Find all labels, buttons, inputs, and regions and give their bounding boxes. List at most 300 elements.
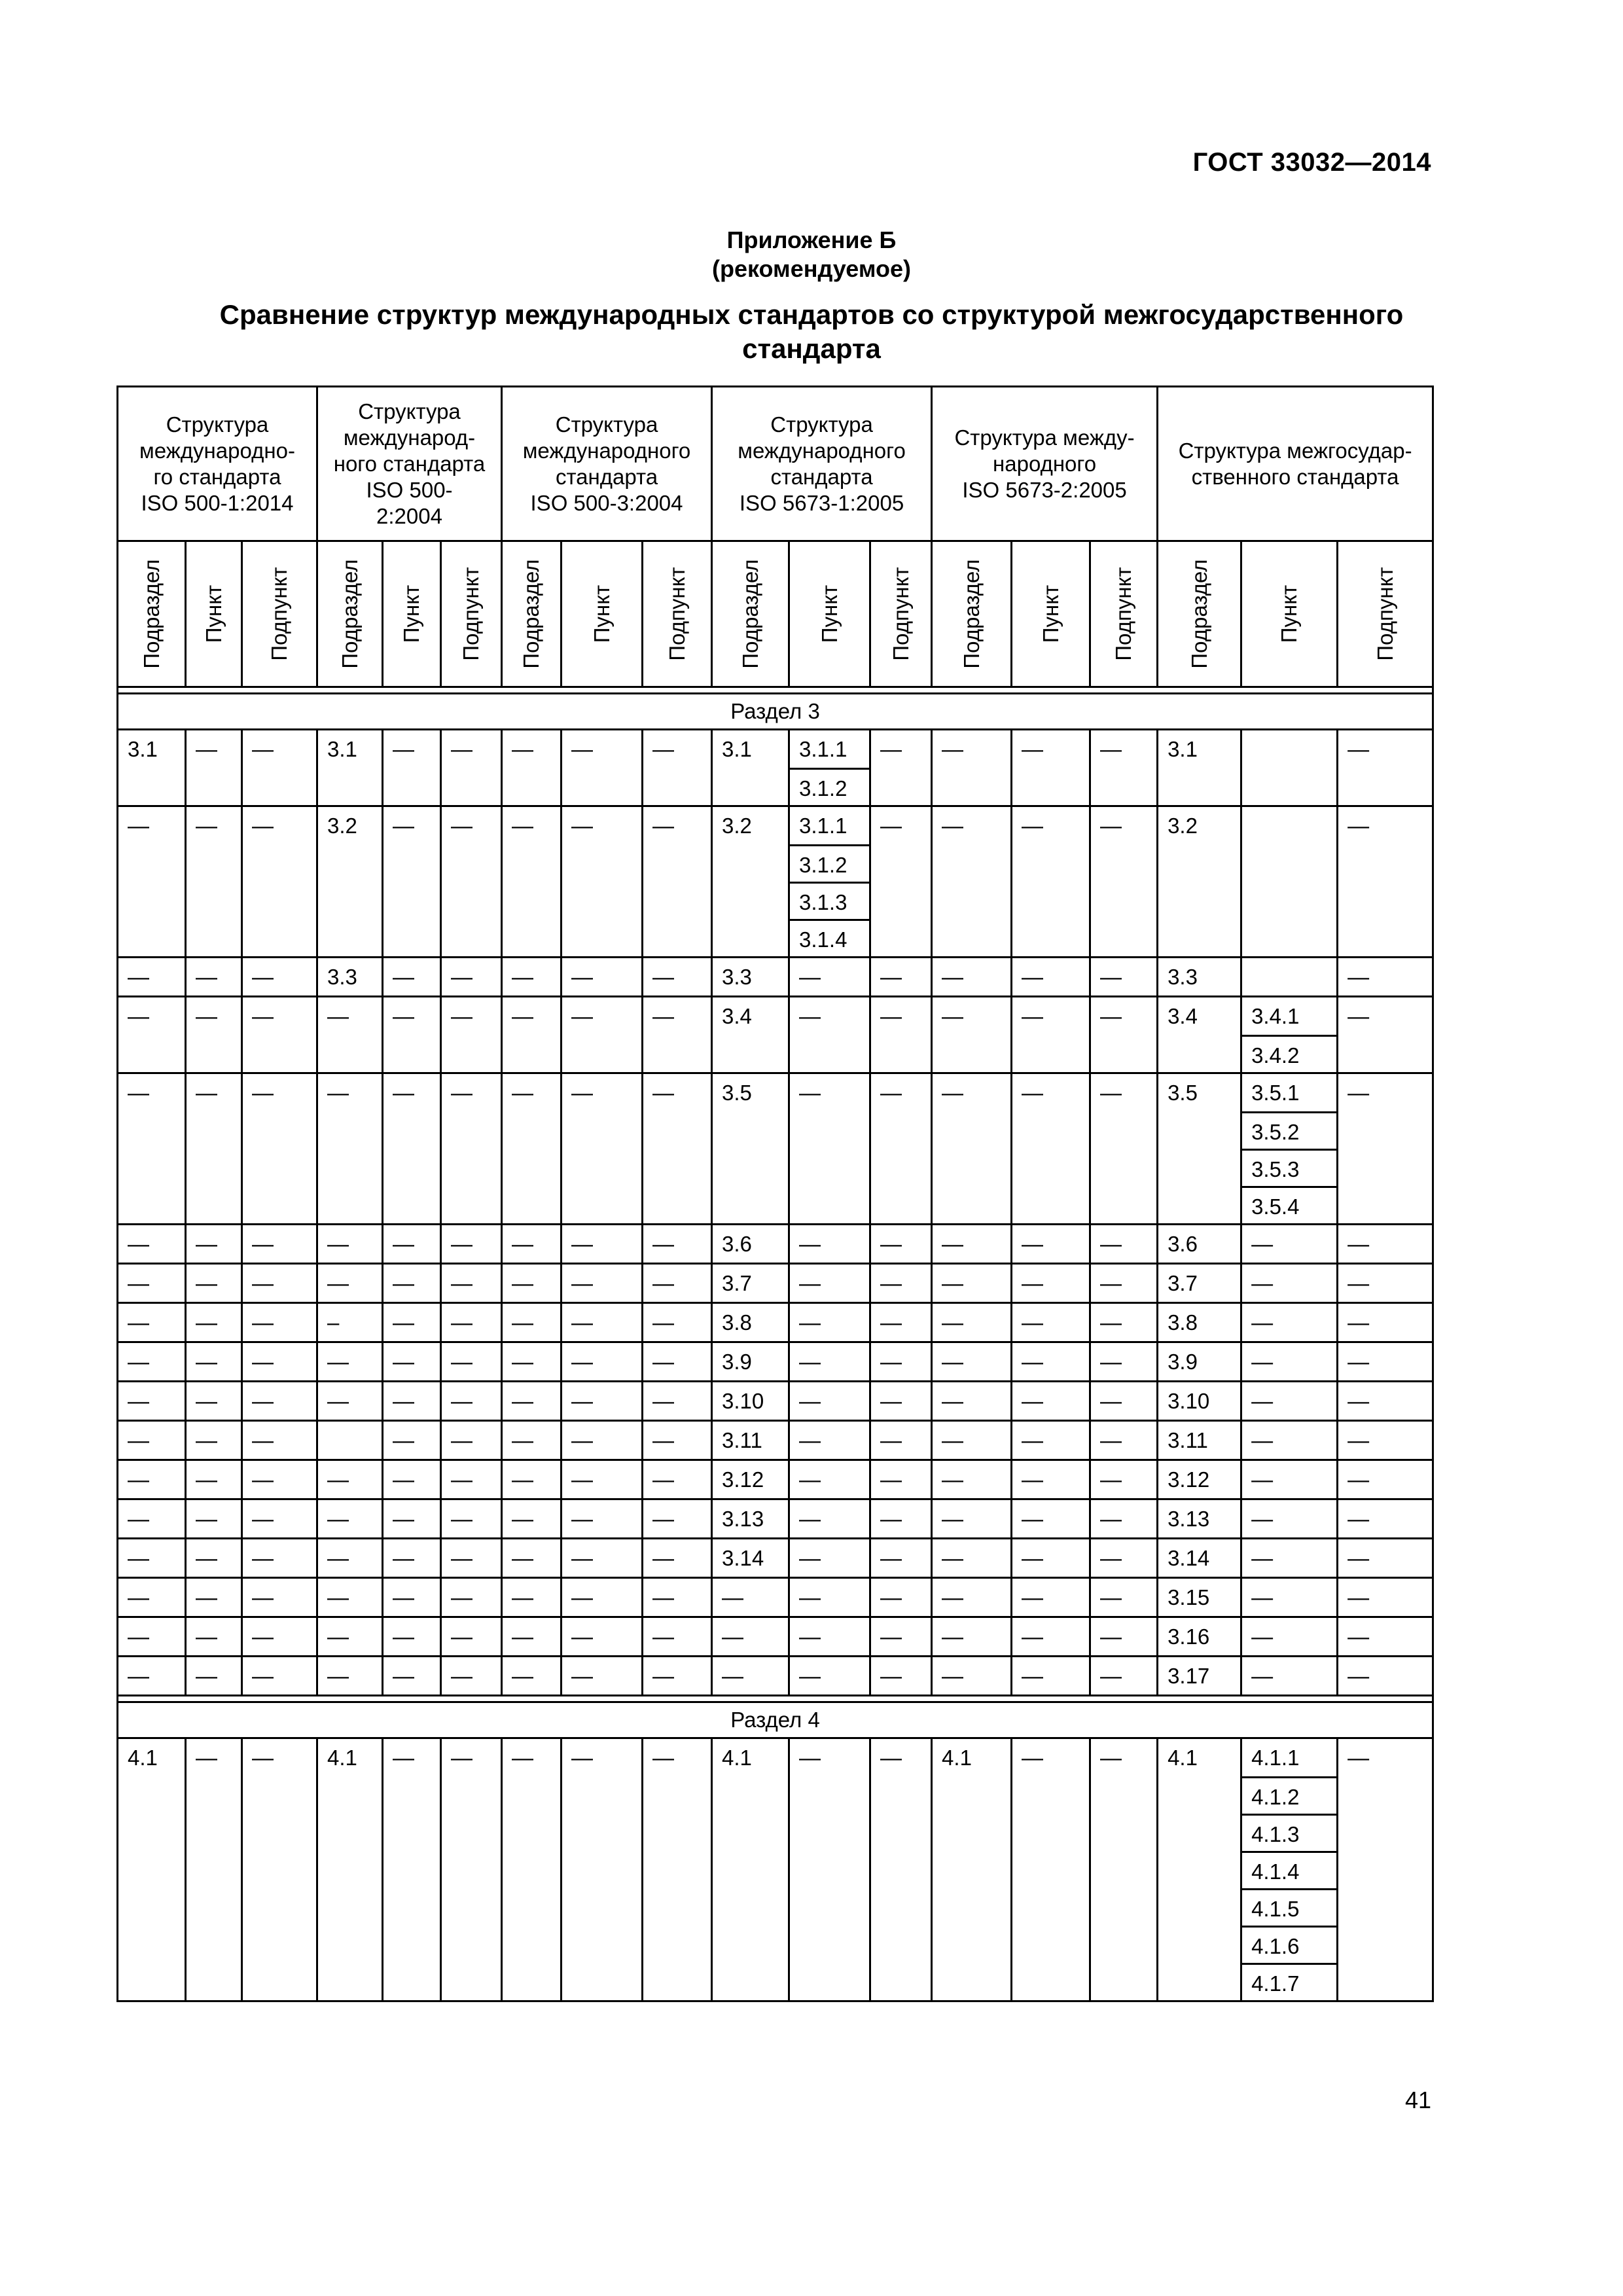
table-cell: — (870, 1539, 932, 1578)
table-cell: — (932, 1342, 1012, 1382)
table-cell: — (643, 1382, 712, 1421)
table-cell: — (1012, 1578, 1090, 1617)
table-cell-line: 4.1.7 (1242, 1963, 1336, 2000)
annex-title: Приложение Б (726, 226, 897, 253)
table-cell: 3.15 (1158, 1578, 1241, 1617)
table-cell: — (1338, 1382, 1433, 1421)
table-cell: — (441, 997, 502, 1073)
table-title (0, 298, 1623, 366)
table-cell: — (1012, 1225, 1090, 1264)
table-cell: — (186, 1225, 242, 1264)
group-header-line: международно- (139, 438, 295, 463)
table-cell: 3.2 (712, 806, 789, 958)
sub-header-label: Подпункт (459, 567, 483, 661)
table-cell: — (383, 1225, 441, 1264)
table-cell: — (789, 1382, 870, 1421)
sub-header-wrap (118, 542, 185, 686)
table-row (118, 997, 1433, 1073)
table-cell: — (502, 1382, 562, 1421)
table-cell: — (562, 1499, 643, 1539)
table-cell: — (562, 1539, 643, 1578)
table-cell: — (1090, 1382, 1158, 1421)
table-cell: — (317, 1499, 383, 1539)
table-cell-line: 3.1.1 (799, 814, 847, 838)
annex-status: (рекомендуемое) (712, 255, 911, 282)
table-row (118, 1738, 1433, 2001)
table-cell-line: 3.5.1 (1251, 1081, 1300, 1105)
table-cell: — (562, 1460, 643, 1499)
table-cell: — (1090, 1225, 1158, 1264)
table-cell: — (502, 1460, 562, 1499)
sub-header-5 (383, 541, 441, 687)
table-cell: — (643, 806, 712, 958)
sub-header-wrap (383, 542, 440, 686)
sub-header-wrap (243, 542, 316, 686)
table-cell: — (242, 1738, 317, 2001)
table-cell: — (789, 1073, 870, 1225)
table-title-line-1: Сравнение структур международных стандартов со структурой межгосударственного (219, 299, 1404, 330)
sub-header-row (118, 541, 1433, 687)
table-cell: — (562, 1421, 643, 1460)
table-cell: — (562, 1738, 643, 2001)
table-cell: — (186, 806, 242, 958)
table-cell: — (562, 1617, 643, 1657)
group-header-line: Структура между- (954, 425, 1135, 450)
table-cell: — (242, 1382, 317, 1421)
table-cell: — (186, 1738, 242, 2001)
table-cell: 3.4 (712, 997, 789, 1073)
table-cell: — (1338, 730, 1433, 806)
table-cell-line: 4.1.4 (1242, 1851, 1336, 1888)
table-cell: — (1090, 1499, 1158, 1539)
table-cell: — (1012, 1499, 1090, 1539)
table-row (118, 1460, 1433, 1499)
group-header-line: Структура (358, 399, 461, 423)
table-cell: — (242, 1073, 317, 1225)
sub-header-7 (502, 541, 562, 687)
table-cell: — (1338, 1657, 1433, 1696)
table-cell: — (789, 958, 870, 997)
section-header-row (118, 694, 1433, 730)
sub-header-2 (186, 541, 242, 687)
table-cell: — (242, 730, 317, 806)
table-cell: — (789, 1617, 870, 1657)
table-cell: — (383, 1539, 441, 1578)
table-cell: — (242, 1342, 317, 1382)
table-cell: — (186, 1657, 242, 1696)
table-cell: 3.9 (1158, 1342, 1241, 1382)
table-cell: — (118, 1617, 186, 1657)
table-cell: — (1241, 1499, 1338, 1539)
table-cell: — (317, 1460, 383, 1499)
table-cell: — (383, 1578, 441, 1617)
table-cell: — (789, 1460, 870, 1499)
table-cell: — (789, 1264, 870, 1303)
sub-header-wrap (1091, 542, 1156, 686)
table-row (118, 1264, 1433, 1303)
table-cell: — (1241, 1657, 1338, 1696)
table-cell: — (870, 1382, 932, 1421)
table-row (118, 1657, 1433, 1696)
table-cell: — (383, 958, 441, 997)
table-cell: — (441, 1460, 502, 1499)
table-cell: — (643, 1073, 712, 1225)
sub-header-wrap (442, 542, 501, 686)
table-cell: — (317, 997, 383, 1073)
table-body (118, 687, 1433, 2001)
table-cell-stack (1241, 1073, 1338, 1225)
table-cell: — (441, 1264, 502, 1303)
table-cell: — (712, 1617, 789, 1657)
table-cell: — (932, 1303, 1012, 1342)
group-header-line: Структура (770, 412, 873, 437)
table-cell: — (932, 1264, 1012, 1303)
table-cell: 3.5 (1158, 1073, 1241, 1225)
table-cell: 3.6 (712, 1225, 789, 1264)
table-cell: — (383, 806, 441, 958)
table-cell: — (317, 1617, 383, 1657)
table-cell: — (186, 958, 242, 997)
sub-header-label: Подраздел (1186, 559, 1211, 669)
sub-header-label: Подраздел (738, 559, 762, 669)
table-cell: — (643, 1617, 712, 1657)
table-cell: — (441, 1499, 502, 1539)
sub-header-16 (1158, 541, 1241, 687)
sub-header-18 (1338, 541, 1433, 687)
table-cell: 3.3 (712, 958, 789, 997)
section-spacer-cell (118, 1696, 1433, 1702)
sub-header-11 (789, 541, 870, 687)
table-cell: — (317, 1382, 383, 1421)
table-row (118, 806, 1433, 958)
table-cell-line: 3.5.2 (1242, 1111, 1336, 1149)
group-header-line: стандарта (770, 464, 873, 489)
table-cell: — (502, 1073, 562, 1225)
table-cell: — (1338, 1539, 1433, 1578)
sub-header-8 (562, 541, 643, 687)
table-cell-stack (789, 730, 870, 806)
table-cell-stack (1241, 997, 1338, 1073)
sub-header-label: Пункт (817, 584, 842, 643)
table-cell: — (789, 1657, 870, 1696)
group-header-line: стандарта (555, 464, 658, 489)
table-cell: — (1241, 1617, 1338, 1657)
section-spacer (118, 687, 1433, 694)
table-cell: — (562, 1342, 643, 1382)
table-cell: 4.1 (118, 1738, 186, 2001)
table-cell: — (870, 1499, 932, 1539)
table-cell: — (441, 958, 502, 997)
table-cell: 3.7 (1158, 1264, 1241, 1303)
table-cell: — (242, 958, 317, 997)
table-cell: 3.10 (712, 1382, 789, 1421)
table-cell: — (242, 997, 317, 1073)
table-cell: — (1012, 806, 1090, 958)
table-cell: 3.11 (712, 1421, 789, 1460)
table-cell: — (118, 1539, 186, 1578)
table-cell: — (186, 1382, 242, 1421)
table-cell: — (789, 1225, 870, 1264)
table-cell-line: 3.1.3 (790, 882, 869, 919)
table-cell: — (789, 1738, 870, 2001)
table-cell: — (383, 1657, 441, 1696)
table-cell (317, 1421, 383, 1460)
table-cell: — (441, 1738, 502, 2001)
table-cell: — (643, 1303, 712, 1342)
table-cell: — (712, 1578, 789, 1617)
table-cell: — (1090, 1342, 1158, 1382)
table-cell: — (1338, 1460, 1433, 1499)
sub-header-label: Подраздел (959, 559, 984, 669)
table-cell: — (1338, 1499, 1433, 1539)
table-cell: — (441, 1617, 502, 1657)
table-cell: — (643, 997, 712, 1073)
table-cell: — (186, 1342, 242, 1382)
table-cell: — (1090, 806, 1158, 958)
table-cell: — (1012, 1421, 1090, 1460)
table-cell: — (502, 1617, 562, 1657)
table-cell: — (562, 1264, 643, 1303)
group-header-line: ISO 5673-2:2005 (962, 477, 1127, 502)
table-cell: — (502, 1738, 562, 2001)
table-cell: — (441, 1421, 502, 1460)
group-header-line: ного стандарта (333, 451, 486, 476)
group-header-6 (1158, 387, 1433, 541)
group-header-4 (712, 387, 932, 541)
table-cell: — (317, 1342, 383, 1382)
sub-header-15 (1090, 541, 1158, 687)
table-cell: — (242, 806, 317, 958)
table-cell: — (643, 730, 712, 806)
table-cell: — (383, 1303, 441, 1342)
table-cell: — (502, 958, 562, 997)
table-cell: — (186, 1264, 242, 1303)
sub-header-wrap (187, 542, 241, 686)
sub-header-10 (712, 541, 789, 687)
section-spacer-cell (118, 687, 1433, 694)
table-cell: — (186, 1460, 242, 1499)
table-cell: 3.16 (1158, 1617, 1241, 1657)
sub-header-label: Подраздел (337, 559, 362, 669)
table-cell-line: 4.1.5 (1242, 1888, 1336, 1926)
table-cell: — (118, 1073, 186, 1225)
table-cell: 3.13 (1158, 1499, 1241, 1539)
table-cell: — (502, 1421, 562, 1460)
table-cell: — (643, 1578, 712, 1617)
table-cell: — (1012, 1460, 1090, 1499)
table-cell: — (1012, 730, 1090, 806)
sub-header-wrap (562, 542, 641, 686)
table-cell: — (712, 1657, 789, 1696)
table-cell: — (1338, 1264, 1433, 1303)
table-cell: — (1090, 1738, 1158, 2001)
table-cell: — (383, 1382, 441, 1421)
table-cell: 3.11 (1158, 1421, 1241, 1460)
table-cell: — (502, 1499, 562, 1539)
table-cell: — (383, 1342, 441, 1382)
table-cell: — (186, 1539, 242, 1578)
table-cell: — (1241, 1303, 1338, 1342)
table-cell: — (242, 1460, 317, 1499)
table-cell: — (1090, 997, 1158, 1073)
table-cell: — (317, 1073, 383, 1225)
table-cell: — (1338, 1617, 1433, 1657)
sub-header-label: Подпункт (664, 567, 689, 661)
sub-header-wrap (790, 542, 869, 686)
table-cell: — (932, 1225, 1012, 1264)
table-cell: — (1090, 1460, 1158, 1499)
table-cell: — (242, 1499, 317, 1539)
section-spacer (118, 1696, 1433, 1702)
table-cell: — (186, 997, 242, 1073)
table-cell: — (932, 997, 1012, 1073)
table-cell: — (1012, 1303, 1090, 1342)
table-cell: — (932, 806, 1012, 958)
table-cell: — (118, 1499, 186, 1539)
table-cell: — (383, 997, 441, 1073)
table-cell: — (789, 1578, 870, 1617)
table-cell: — (118, 806, 186, 958)
table-cell: 3.7 (712, 1264, 789, 1303)
table-cell: — (870, 1460, 932, 1499)
group-header-line: ISO 500-1:2014 (141, 490, 294, 515)
table-cell: — (242, 1225, 317, 1264)
sub-header-wrap (1158, 542, 1240, 686)
table-cell: 3.8 (712, 1303, 789, 1342)
table-cell: — (932, 958, 1012, 997)
table-cell: — (441, 1382, 502, 1421)
table-cell: 3.13 (712, 1499, 789, 1539)
table-row (118, 1342, 1433, 1382)
sub-header-label: Подраздел (519, 559, 544, 669)
table-cell: — (1090, 1303, 1158, 1342)
table-cell: – (317, 1303, 383, 1342)
table-cell: — (870, 1657, 932, 1696)
table-cell: — (1012, 1657, 1090, 1696)
table-row (118, 1539, 1433, 1578)
sub-header-17 (1241, 541, 1338, 687)
table-row (118, 1303, 1433, 1342)
table-cell: — (502, 1264, 562, 1303)
group-header-2 (317, 387, 502, 541)
table-cell-line: 3.1.4 (790, 919, 869, 956)
table-cell: — (870, 1421, 932, 1460)
table-cell: — (441, 730, 502, 806)
table-cell: — (1338, 1421, 1433, 1460)
table-cell: 3.17 (1158, 1657, 1241, 1696)
table-cell: — (870, 1073, 932, 1225)
sub-header-9 (643, 541, 712, 687)
table-cell: — (1012, 1738, 1090, 2001)
table-cell: — (186, 1617, 242, 1657)
table-cell: — (870, 1264, 932, 1303)
group-header-line: ISO 500-3:2004 (530, 490, 683, 515)
table-cell: — (643, 1499, 712, 1539)
table-row (118, 1225, 1433, 1264)
table-cell: — (502, 1303, 562, 1342)
sub-header-12 (870, 541, 932, 687)
table-cell: 3.8 (1158, 1303, 1241, 1342)
table-cell: — (932, 1499, 1012, 1539)
table-cell: — (789, 1303, 870, 1342)
group-header-line: Структура (555, 412, 658, 437)
group-header-line: международного (522, 438, 691, 463)
table-cell: — (932, 1460, 1012, 1499)
table-cell: — (118, 958, 186, 997)
table-cell-stack (789, 806, 870, 958)
table-cell: — (1012, 1342, 1090, 1382)
table-cell: — (562, 1303, 643, 1342)
table-row (118, 958, 1433, 997)
sub-header-3 (242, 541, 317, 687)
table-cell: — (870, 958, 932, 997)
table-cell: — (1241, 1578, 1338, 1617)
table-cell: — (870, 1738, 932, 2001)
table-cell: — (1090, 1578, 1158, 1617)
table-cell: 3.12 (1158, 1460, 1241, 1499)
sub-header-wrap (1012, 542, 1089, 686)
table-cell: — (562, 997, 643, 1073)
table-cell: — (789, 997, 870, 1073)
table-cell: — (1338, 997, 1433, 1073)
table-cell: — (562, 1578, 643, 1617)
table-cell: — (502, 1539, 562, 1578)
table-cell: — (186, 1578, 242, 1617)
table-cell: 4.1 (712, 1738, 789, 2001)
table-cell: — (242, 1264, 317, 1303)
group-header-line: го стандарта (153, 464, 281, 489)
table-cell: — (1241, 1460, 1338, 1499)
table-cell: — (870, 806, 932, 958)
table-cell: — (643, 958, 712, 997)
table-cell: — (932, 1617, 1012, 1657)
table-cell: — (317, 1578, 383, 1617)
table-row (118, 1073, 1433, 1225)
sub-header-wrap (643, 542, 711, 686)
sub-header-wrap (318, 542, 382, 686)
table-cell: — (643, 1225, 712, 1264)
table-row (118, 1617, 1433, 1657)
sub-header-wrap (871, 542, 931, 686)
table-cell: — (186, 1303, 242, 1342)
table-cell: — (1241, 1225, 1338, 1264)
table-cell: 3.2 (317, 806, 383, 958)
table-cell: — (502, 1225, 562, 1264)
table-cell: — (643, 1539, 712, 1578)
sub-header-label: Пункт (589, 584, 614, 643)
table-cell-line: 4.1.2 (1242, 1776, 1336, 1814)
table-cell: — (186, 1073, 242, 1225)
table-cell: 3.1 (1158, 730, 1241, 806)
annex-heading (0, 226, 1623, 283)
table-cell: — (441, 1539, 502, 1578)
table-cell-line: 4.1.1 (1251, 1746, 1300, 1770)
section-header-row (118, 1702, 1433, 1738)
table-cell: 3.5 (712, 1073, 789, 1225)
table-cell: — (643, 1460, 712, 1499)
table-cell: — (870, 997, 932, 1073)
table-cell: — (562, 1225, 643, 1264)
table-cell: — (441, 1073, 502, 1225)
table-title-line-2: стандарта (742, 333, 881, 364)
group-header-1 (118, 387, 317, 541)
table-cell: — (118, 1264, 186, 1303)
table-cell (1241, 958, 1338, 997)
sub-header-wrap (713, 542, 788, 686)
table-cell: — (1338, 958, 1433, 997)
table-cell: — (932, 1073, 1012, 1225)
table-cell: — (383, 730, 441, 806)
